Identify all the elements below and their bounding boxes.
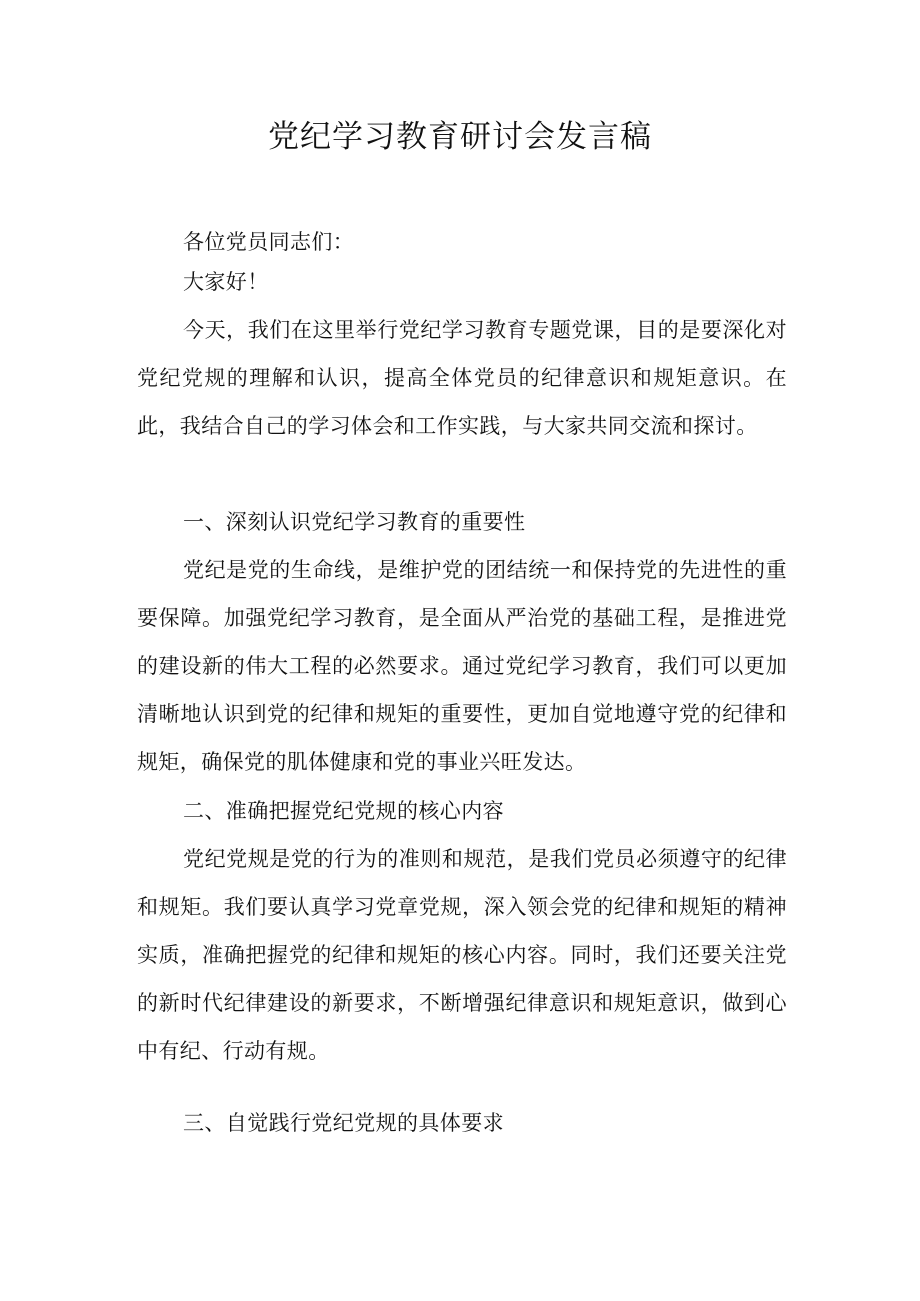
intro-paragraph: 今天，我们在这里举行党纪学习教育专题党课，目的是要深化对党纪党规的理解和认识，提高全体党员的纪律意识和规矩意识。在此，我结合自己的学习体会和工作实践，与大家共同交流和探讨。 bbox=[137, 318, 787, 438]
section-2-body: 党纪党规是党的行为的准则和规范，是我们党员必须遵守的纪律和规矩。我们要认真学习党章党规，深入领会党的纪律和规矩的精神实质，准确把握党的纪律和规矩的核心内容。同时，我们还要关注党的新时代纪律建设的新要求，不断增强纪律意识和规矩意识，做到心中有纪、行动有规。 bbox=[137, 847, 787, 1063]
document-title: 党纪学习教育研讨会发言稿 bbox=[268, 119, 652, 155]
greeting: 大家好！ bbox=[183, 270, 269, 294]
salutation: 各位党员同志们： bbox=[183, 230, 355, 254]
section-3-heading: 三、自觉践行党纪党规的具体要求 bbox=[183, 1111, 504, 1135]
section-2-heading: 二、准确把握党纪党规的核心内容 bbox=[183, 799, 504, 823]
section-1-body: 党纪是党的生命线，是维护党的团结统一和保持党的先进性的重要保障。加强党纪学习教育，是全面从严治党的基础工程，是推进党的建设新的伟大工程的必然要求。通过党纪学习教育，我们可以更加清晰地认识到党的纪律和规矩的重要性，更加自觉地遵守党的纪律和规矩，确保党的肌体健康和党的事业兴旺发达。 bbox=[137, 558, 787, 774]
section-1-heading: 一、深刻认识党纪学习教育的重要性 bbox=[183, 510, 526, 534]
